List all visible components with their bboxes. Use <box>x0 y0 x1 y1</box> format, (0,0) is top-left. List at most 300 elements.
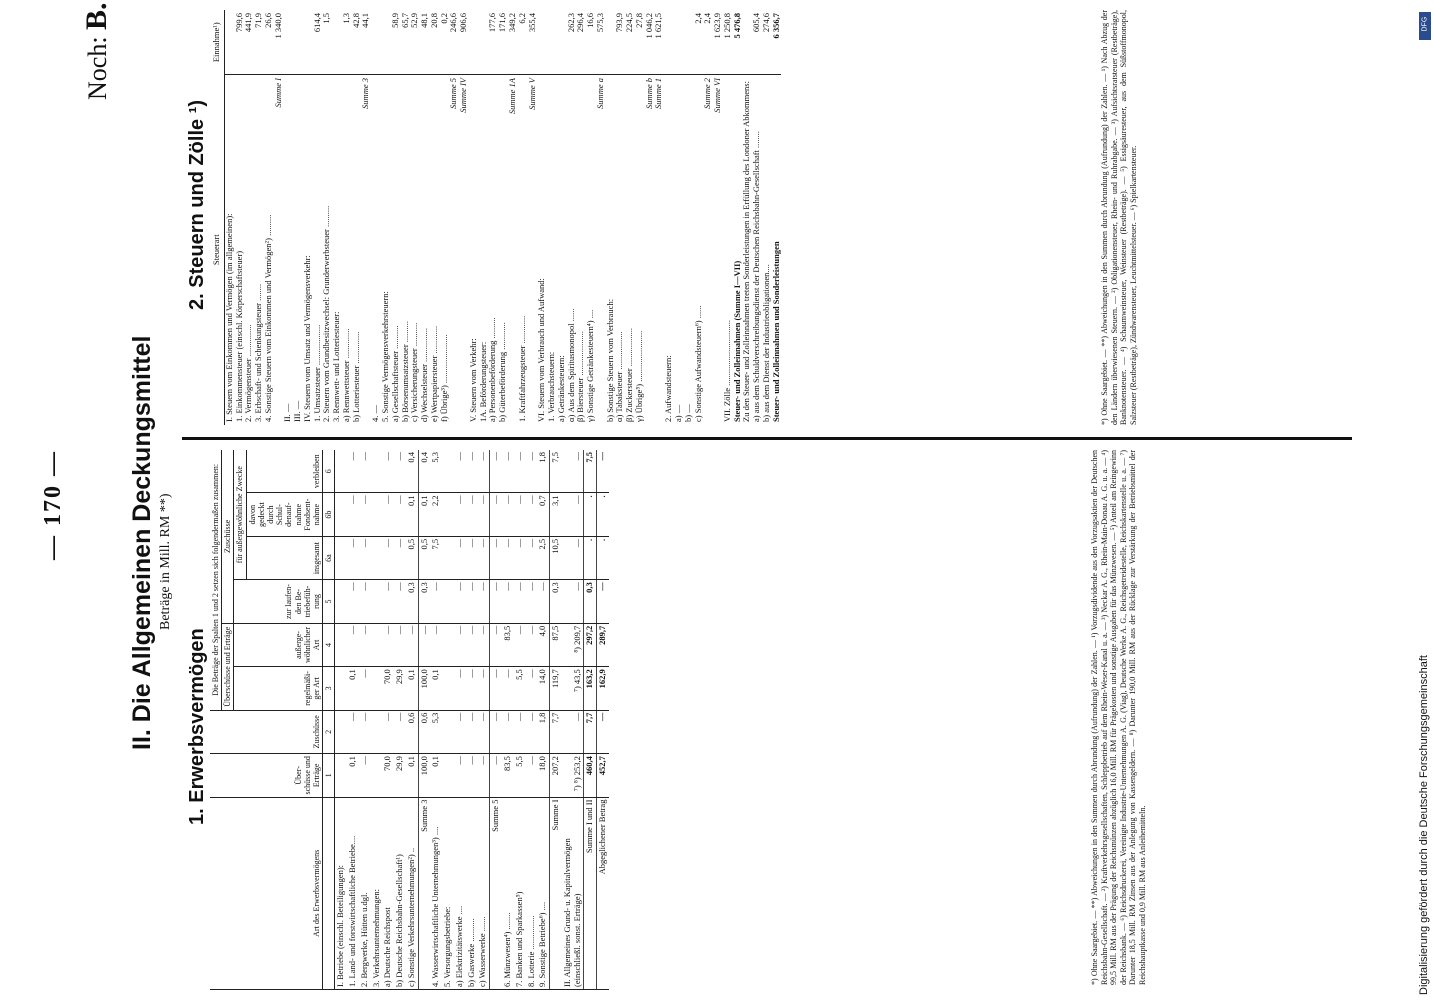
col6b-label: Schuldenaufnahme Fondsentnahme <box>275 498 321 531</box>
row-value: 7,7 <box>584 710 597 753</box>
row-value: 44,1 <box>361 10 371 75</box>
row-value: — <box>347 536 359 579</box>
row-label: c) Sonstige Verkehrsunternehmungen²) .. <box>406 797 418 989</box>
table-row <box>454 450 466 990</box>
row-value: 0,1 <box>406 667 418 710</box>
row-value: 7,5 <box>550 450 562 493</box>
row-value: . <box>584 536 597 579</box>
table-row <box>359 450 371 990</box>
row-value <box>371 667 383 710</box>
row-label: 2. Steuern vom Grundbesitzwechsel: Grunderwerbsteuer .......... <box>321 205 332 422</box>
row-value: — <box>490 754 502 797</box>
col4-header: außergewöhnlicher Art <box>234 623 323 666</box>
row-value: 1,8 <box>537 450 549 493</box>
row-label: b) Lotteriesteuer ............... <box>350 331 361 422</box>
row-value <box>442 754 454 797</box>
row-value: — <box>359 710 371 753</box>
row-value: — <box>526 754 538 797</box>
table-row <box>703 10 713 425</box>
row-value: ⁷) 43,5 <box>562 667 584 710</box>
row-value: 4,0 <box>537 623 549 666</box>
col-number: 6a <box>323 536 335 579</box>
row-value: 0,3 <box>406 580 418 623</box>
row-value <box>442 710 454 753</box>
group-ueberschuesse-header: Überschüsse und Erträge <box>222 623 234 710</box>
row-value: 7,5 <box>430 536 442 579</box>
table-row <box>224 10 234 425</box>
col-number: 2 <box>323 710 335 753</box>
row-value: 0,3 <box>550 580 562 623</box>
row-value: 452,7 <box>597 754 609 797</box>
section-divider <box>182 437 1352 440</box>
col5-header: zur laufenden Betriebeführung <box>234 580 323 623</box>
row-value: — <box>359 623 371 666</box>
table-row <box>466 450 478 990</box>
row-value: — <box>477 754 489 797</box>
row-value <box>283 10 293 75</box>
row-value: — <box>394 450 406 493</box>
row-value: — <box>394 623 406 666</box>
group-zuschuesse-header: Zuschüsse <box>222 450 234 623</box>
row-value <box>335 536 347 579</box>
row-value <box>335 493 347 536</box>
row-value <box>293 10 303 75</box>
row-value: — <box>514 450 526 493</box>
row-value: 1 046,2 <box>645 10 655 75</box>
row-value: — <box>382 493 394 536</box>
row-value: — <box>490 623 502 666</box>
row-value: 5,3 <box>430 450 442 493</box>
row-value: 0,6 <box>418 710 430 753</box>
row-label: Summe I und II <box>584 797 597 989</box>
row-value: 177,6 <box>488 10 498 75</box>
row-value: 0,3 <box>418 580 430 623</box>
table-row <box>440 10 450 425</box>
row-label: 1. Umsatzsteuer ................... <box>311 324 322 422</box>
row-value: 16,6 <box>586 10 596 75</box>
row-value <box>335 710 347 753</box>
row-label: Summe I <box>550 797 562 989</box>
row-label: Summe 5 <box>490 797 502 989</box>
row-value: — <box>502 710 514 753</box>
col-number: 5 <box>323 580 335 623</box>
row-value: 163,2 <box>584 667 597 710</box>
row-value: — <box>514 623 526 666</box>
row-value: 83,5 <box>502 754 514 797</box>
table-row <box>371 450 383 990</box>
row-value: — <box>562 493 584 536</box>
row-label: I. Betriebe (einschl. Beteiligungen): <box>335 797 347 989</box>
row-value: — <box>394 580 406 623</box>
row-label: e) Wertpapiersteuer ............. <box>428 325 439 422</box>
row-value: 5,5 <box>514 754 526 797</box>
row-value: — <box>502 536 514 579</box>
row-value: 29,9 <box>394 754 406 797</box>
col3-header: regelmäßiger Art <box>234 667 323 710</box>
row-value <box>674 10 684 75</box>
row-value: — <box>347 580 359 623</box>
row-value: — <box>454 710 466 753</box>
table-row <box>502 450 514 990</box>
row-value: — <box>454 493 466 536</box>
row-label: Summe I <box>272 78 283 108</box>
row-value: — <box>526 450 538 493</box>
row-value: 1 250,8 <box>723 10 733 75</box>
row-value <box>442 667 454 710</box>
row-value: 207,2 <box>550 754 562 797</box>
table-row <box>645 10 655 425</box>
row-value: 27,8 <box>635 10 645 75</box>
col-number: 1 <box>323 754 335 797</box>
row-value: 0,2 <box>440 10 450 75</box>
row-label: 4. Wasserwirtschaftliche Unternehmungen³) .... <box>430 797 442 989</box>
einnahme-header: Einnahme¹) <box>210 10 224 75</box>
row-value: 0,7 <box>537 493 549 536</box>
table-row <box>264 10 274 425</box>
row-value <box>371 710 383 753</box>
noch-label: Noch: <box>83 36 112 100</box>
row-value: . <box>584 493 597 536</box>
row-label: a) Gesellschaftsteuer ........... <box>389 325 400 422</box>
col6b-header <box>246 493 323 536</box>
table-row <box>514 450 526 990</box>
row-value <box>224 10 234 75</box>
row-value: — <box>406 623 418 666</box>
row-value: — <box>382 536 394 579</box>
row-value <box>335 754 347 797</box>
row-value: — <box>514 580 526 623</box>
row-label: 5. Versorgungsbetriebe: <box>442 797 454 989</box>
row-label: Summe 1A <box>506 78 517 115</box>
row-value: — <box>382 580 394 623</box>
row-value <box>442 623 454 666</box>
row-label: III. — <box>292 400 303 422</box>
row-value: — <box>466 493 478 536</box>
row-value: — <box>526 536 538 579</box>
page-number: — 170 — <box>40 450 66 560</box>
row-value: — <box>514 536 526 579</box>
row-label: d) Wechselsteuer ................ <box>419 327 430 422</box>
row-value: — <box>430 623 442 666</box>
row-value: 7,5 <box>584 450 597 493</box>
row-value <box>442 536 454 579</box>
row-value: — <box>526 710 538 753</box>
row-label: Summe 1 <box>653 78 664 109</box>
row-value: 48,1 <box>420 10 430 75</box>
row-value: ⁸) 209,7 <box>562 623 584 666</box>
col-number: 3 <box>323 667 335 710</box>
row-value: — <box>359 754 371 797</box>
row-value <box>442 450 454 493</box>
row-value: 100,0 <box>418 754 430 797</box>
table-row <box>694 10 704 425</box>
row-label: 7. Banken und Sparkassen⁵) <box>514 797 526 989</box>
section1-title: 1. Erwerbsvermögen <box>186 628 208 825</box>
row-value <box>469 10 479 75</box>
row-value: — <box>382 450 394 493</box>
table-row <box>586 10 596 425</box>
col6a-header: insgesamt <box>246 536 323 579</box>
row-value: 289,7 <box>597 623 609 666</box>
row-value: — <box>430 580 442 623</box>
row-label: Summe a <box>594 78 605 109</box>
row-value: 162,9 <box>597 667 609 710</box>
row-value: — <box>490 450 502 493</box>
row-label: a) Personenbeförderung .......... <box>487 317 498 422</box>
row-value: ⁷) ⁸) 253,2 <box>562 754 584 797</box>
row-label: 5. Sonstige Vermögensverkehrsteuern: <box>380 291 391 422</box>
row-value <box>371 754 383 797</box>
row-value: — <box>490 580 502 623</box>
row-value: — <box>394 536 406 579</box>
row-value: — <box>477 493 489 536</box>
table-row <box>772 10 782 425</box>
row-value: — <box>477 667 489 710</box>
erwerbsvermoegen-table <box>210 450 609 990</box>
row-value: 1,3 <box>342 10 352 75</box>
row-value: 0,1 <box>430 667 442 710</box>
row-value <box>371 623 383 666</box>
row-value: — <box>502 493 514 536</box>
row-label: b) — <box>682 404 693 422</box>
row-value: 70,0 <box>382 754 394 797</box>
row-label: IV. Steuern vom Umsatz und Vermögensverkehr: <box>301 255 312 422</box>
row-value: 100,0 <box>418 667 430 710</box>
col-number: 4 <box>323 623 335 666</box>
row-value: 119,7 <box>550 667 562 710</box>
row-value: 26,6 <box>264 10 274 75</box>
row-value <box>335 667 347 710</box>
table-row <box>382 450 394 990</box>
row-label: c) Wasserwerke ....... <box>477 797 489 989</box>
row-value: 10,5 <box>550 536 562 579</box>
section2-footnote: *) Ohne Saargebiet. — **) Abweichungen in den Summen durch Abrundung (Aufrundung) der Zahlen. — ¹) Nach Abzug der den Ländern überwiesenen Steuern. — ²) Obligationensteuer, Rhein- und Ruhrabgabe. — ³) Aufsichtsratsteuer (Restbeträge), Banknotensteuer. — ⁴) Schaumweinsteuer, Weinsteuer (Restbeträge). — ⁵) Essigsäuresteuer, aus dem Süßstoffmonopol, Salzsteuer (Restbeträge), Zündwarensteuer, Leuchtmittelsteuer. — ⁶) Spielkartensteuer. <box>1100 10 1138 425</box>
row-value: — <box>347 493 359 536</box>
row-value: — <box>526 493 538 536</box>
row-label: 4. Sonstige Steuern vom Einkommen und Vermögen²) .......... <box>262 214 273 422</box>
row-value: 6 356,7 <box>772 10 782 75</box>
row-value: 1 340,0 <box>274 10 284 75</box>
row-value: — <box>382 710 394 753</box>
row-value: 274,6 <box>762 10 772 75</box>
row-label: 3. Erbschaft- und Schenkungsteuer ........ <box>253 283 264 422</box>
row-label: a) aus dem Schuldverschreibungsdienst der Deutschen Reichsbahn-Gesellschaft ........ <box>751 130 762 422</box>
row-value: — <box>454 536 466 579</box>
row-value: 58,9 <box>391 10 401 75</box>
row-value: — <box>454 623 466 666</box>
row-value: — <box>477 450 489 493</box>
row-value: — <box>466 450 478 493</box>
table-row <box>418 450 430 990</box>
table-row <box>664 10 674 425</box>
table-row <box>406 450 418 990</box>
column-number-row <box>323 450 335 990</box>
row-value: 14,0 <box>537 667 549 710</box>
row-value: 296,4 <box>576 10 586 75</box>
row-value: 575,3 <box>596 10 606 75</box>
row-value: 5,3 <box>430 710 442 753</box>
row-value: — <box>359 667 371 710</box>
section1-footnote: *) Ohne Saargebiet. — **) Abweichungen in den Summen durch Abrundung (Aufrundung) der Zahlen. — ¹) Vorzugsdividende aus den Vorzugsaktien der Deutschen Reichsbahn-Gesellschaft. — ²) Kraftverkehrsgesellschaften, Schleppbetrieb auf dem Rhein-Weser-Kanal u. a. — ³) Neckar A. G., Rhein-Main-Donau A. G. u. a. — ⁴) 99,5 Mill. RM aus der Prägung der Reichsmünzen abzüglich 16,0 Mill. RM für Prägekosten und sonstige Ausgaben für das Münzwesen. — ⁵) Anteil am Reingewinn der Reichsbank. — ⁶) Reichsdruckerei, Vereinigte Industrie-Unternehmungen A. G. (Viag), Deutsche Werke A. G., Reichsgetreidestelle, Reichskartenstelle u. a. — ⁷) Darunter 18,5 Mill. RM Zinsen aus der Anlegung von Kassengeldern. — ⁸) Darunter 190,0 Mill. RM aus der Rücklage zur Verstärkung der Betriebsmittel der Reichshauptkasse und 0,9 Mill. RM aus Anleihemitteln. <box>1090 450 1147 985</box>
row-value: — <box>394 710 406 753</box>
group-davon-header: davon gedeckt durch <box>247 502 275 528</box>
row-value <box>335 580 347 623</box>
dfg-logo <box>1419 12 1431 40</box>
row-label: VI. Steuern vom Verbrauch und Aufwand: <box>536 278 547 422</box>
row-value: 1,5 <box>322 10 332 75</box>
row-value: 2,4 <box>703 10 713 75</box>
col2-header: Zuschüsse <box>210 710 323 753</box>
row-value: 42,8 <box>352 10 362 75</box>
row-value: — <box>347 710 359 753</box>
row-value: — <box>477 536 489 579</box>
steuern-body <box>224 10 781 425</box>
row-label: 2. Aufwandsteuern: <box>663 355 674 422</box>
row-label: b) aus dem Dienst der Industrieobligationen.... <box>760 264 771 422</box>
row-label: α) Tabaksteuer .................. <box>614 331 625 422</box>
row-value <box>371 580 383 623</box>
row-value: 52,9 <box>410 10 420 75</box>
table-row <box>550 450 562 990</box>
row-value: 0,4 <box>418 450 430 493</box>
row-value: — <box>502 450 514 493</box>
row-label: f) Übrige³) ....................... <box>438 334 449 422</box>
group-top-header: Die Beträge der Spalten 1 und 2 setzen sich folgendermaßen zusammen: <box>210 450 222 710</box>
row-value: — <box>466 667 478 710</box>
row-label: β) Zuckersteuer .................. <box>624 327 635 422</box>
row-label: a) Rennwettsteuer .............. <box>340 328 351 422</box>
row-value: 0,5 <box>418 536 430 579</box>
table-row <box>274 10 284 425</box>
row-value: — <box>454 450 466 493</box>
row-value: — <box>537 580 549 623</box>
digitization-note: Digitalisierung gefördert durch die Deutsche Forschungsgemeinschaft <box>1418 655 1430 995</box>
table-row <box>674 10 684 425</box>
row-label: Summe V <box>526 78 537 110</box>
row-label: 1. Kraftfahrzeugsteuer ............. <box>516 315 527 422</box>
row-value: 5,5 <box>514 667 526 710</box>
row-label: II. Allgemeines Grund- u. Kapitalvermögen (einschließl. sonst. Erträge) <box>562 797 584 989</box>
row-value: 83,5 <box>502 623 514 666</box>
row-label: 9. Sonstige Betriebe⁶) .... <box>537 797 549 989</box>
row-label: Summe 3 <box>360 78 371 109</box>
row-value <box>442 493 454 536</box>
row-value: 1 621,5 <box>654 10 664 75</box>
row-label: b) Güterbeförderung ............. <box>497 322 508 422</box>
row-value: — <box>454 667 466 710</box>
row-value: 2,2 <box>430 493 442 536</box>
row-label: a) Getränkesteuern: <box>555 355 566 422</box>
col1-header: Überschüsse und Erträge <box>210 754 323 797</box>
row-label: c) Sonstige Aufwandsteuern⁶) ...... <box>692 305 703 422</box>
row-value: — <box>466 623 478 666</box>
table-row <box>562 450 584 990</box>
row-value: 18,0 <box>537 754 549 797</box>
continuation-mark <box>80 2 114 100</box>
row-value: — <box>562 450 584 493</box>
row-value: 906,6 <box>459 10 469 75</box>
table-row <box>635 10 645 425</box>
col-number: 6b <box>323 493 335 536</box>
row-value: . <box>597 493 609 536</box>
row-value: 3,1 <box>550 493 562 536</box>
row-value: 6,2 <box>518 10 528 75</box>
row-value: 605,4 <box>752 10 762 75</box>
row-label: Summe VI <box>712 78 723 113</box>
row-label: Summe 2 <box>702 78 713 109</box>
table-row <box>584 450 597 990</box>
row-value: — <box>477 710 489 753</box>
row-value: — <box>347 450 359 493</box>
row-value <box>335 623 347 666</box>
row-value: 0,1 <box>347 754 359 797</box>
row-label: Zu den Steuer- und Zolleinnahmen treten Sonderleistungen in Erfüllung des Londoner Abkommens: <box>741 81 752 422</box>
row-value: — <box>562 580 584 623</box>
row-value <box>371 536 383 579</box>
row-label: 1. Verbrauchsteuern: <box>546 351 557 422</box>
row-value <box>547 10 557 75</box>
row-value: 0,3 <box>584 580 597 623</box>
row-label: 4. — <box>370 405 381 422</box>
table-row <box>477 450 489 990</box>
row-value: — <box>514 493 526 536</box>
row-value: 262,3 <box>567 10 577 75</box>
row-label: I. Steuern vom Einkommen und Vermögen (im allgemeinen): <box>223 213 234 422</box>
row-value: — <box>454 754 466 797</box>
row-label: Summe IV <box>458 78 469 113</box>
row-value <box>442 580 454 623</box>
row-value <box>371 493 383 536</box>
row-value: 5 476,8 <box>733 10 743 75</box>
col-art-header: Art des Erwerbsvermögens <box>210 797 323 989</box>
row-label: 2. Vermögensteuer ............... <box>243 324 254 422</box>
section2-title: 2. Steuern und Zölle ¹) <box>186 99 208 310</box>
row-value: — <box>477 623 489 666</box>
row-label: b) Deutsche Reichsbahn-Gesellschaft¹) <box>394 797 406 989</box>
row-value: — <box>466 754 478 797</box>
row-value: 20,8 <box>430 10 440 75</box>
row-value: — <box>394 493 406 536</box>
row-label: 1. Land- und forstwirtschaftliche Betriebe.... <box>347 797 359 989</box>
table-row <box>518 10 528 425</box>
row-label: 1. Einkommensteuer (einschl. Körperschaftsteuer) <box>233 250 244 422</box>
row-label: α) Aus dem Spiritusmonopol ...... <box>565 308 576 422</box>
row-label: 3. Verkehrsunternehmungen: <box>371 797 383 989</box>
row-label: b) Sonstige Steuern vom Verbrauch: <box>604 298 615 422</box>
row-value: — <box>454 580 466 623</box>
row-value: 65,7 <box>401 10 411 75</box>
row-value: 460,4 <box>584 754 597 797</box>
row-value: — <box>597 580 609 623</box>
row-value <box>537 10 547 75</box>
table-row <box>537 450 549 990</box>
erwerbsvermoegen-body <box>335 450 609 990</box>
row-value: — <box>359 536 371 579</box>
row-label: 1A. Beförderungsteuer: <box>477 341 488 422</box>
row-value: — <box>382 623 394 666</box>
steuern-table <box>210 10 781 425</box>
row-label: a) Elektrizitätswerke .... <box>454 797 466 989</box>
row-label: Summe 5 <box>448 78 459 109</box>
page-title: II. Die Allgemeinen Deckungsmittel <box>128 335 156 750</box>
table-row <box>335 450 347 990</box>
col-number: 6 <box>323 450 335 493</box>
table-row <box>597 450 609 990</box>
row-value: — <box>359 450 371 493</box>
dfg-label: DFG <box>1421 16 1429 32</box>
row-value: — <box>502 580 514 623</box>
row-value: 614,4 <box>313 10 323 75</box>
